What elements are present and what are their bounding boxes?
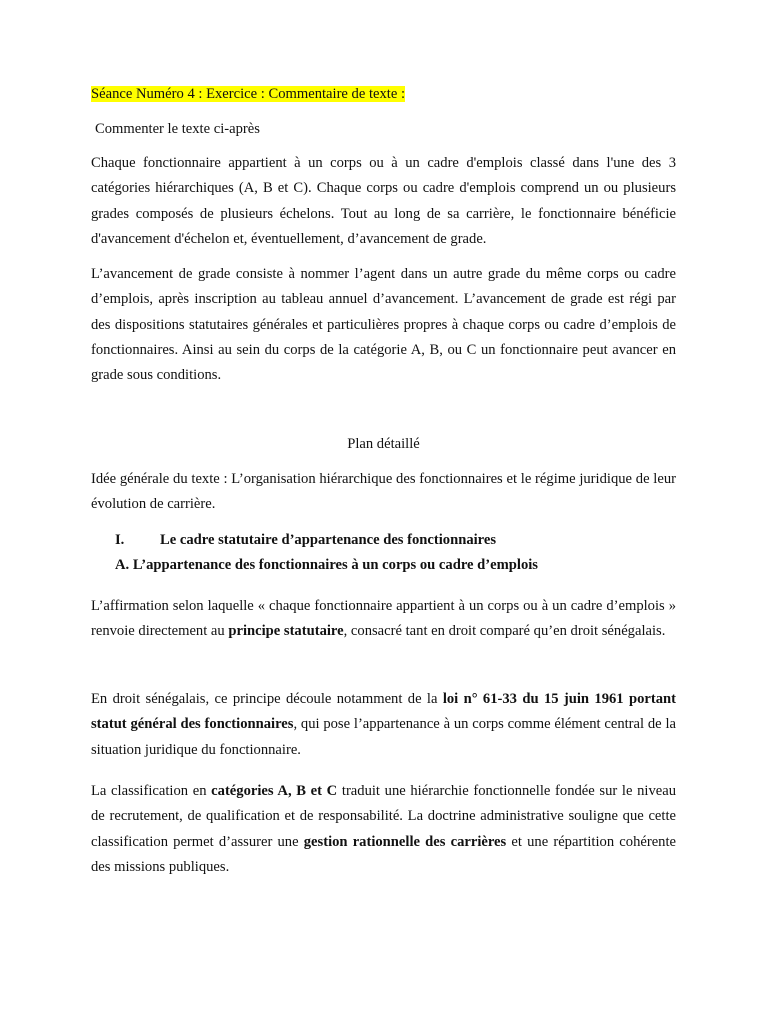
body-paragraph-3	[91, 779, 676, 880]
part-1-title: Le cadre statutaire d’appartenance des fonctionnaires	[160, 532, 497, 548]
body-p2-text-2: , qui pose l’appartenance à un corps comme élément central de la situation juridique du fonctionnaire.	[91, 716, 676, 758]
section-a-heading: A. L’appartenance des fonctionnaires à un corps ou cadre d’emplois	[115, 557, 538, 573]
body-paragraph-1	[91, 594, 676, 645]
text-paragraph-2: L’avancement de grade consiste à nommer l’agent dans un autre grade du même corps ou cadre d’emplois, après inscription au tableau annuel d’avancement. L’avancement de grade est régi par des dispositions statutaires générales et particulières propres à chaque corps ou cadre d’emplois de fonctionnaires. Ainsi au sein du corps de la catégorie A, B, ou C un fonctionnaire peut avancer en grade sous conditions.	[91, 266, 676, 384]
highlighted-session-line: Séance Numéro 4 : Exercice : Commentaire de texte :	[91, 86, 406, 102]
body-p3-bold-2: gestion rationnelle des carrières	[303, 833, 507, 850]
body-p1-text-1: L’affirmation selon laquelle « chaque fonctionnaire appartient à un corps ou à un cadre d’emplois » renvoie directement au	[91, 598, 676, 640]
session-heading	[91, 82, 676, 107]
body-p3-text-2: traduit une hiérarchie fonctionnelle fondée sur le niveau de recrutement, de qualification et de responsabilité. La doctrine administrative souligne que cette classification permet d’assurer une	[91, 783, 677, 850]
general-idea: Idée générale du texte : L’organisation hiérarchique des fonctionnaires et le régime juridique de leur évolution de carrière.	[91, 471, 676, 513]
part-1-heading	[115, 528, 496, 553]
body-p3-text-1: La classification en	[91, 783, 212, 799]
body-p2-bold: loi n° 61-33 du 15 juin 1961 portant statut général des fonctionnaires	[91, 691, 676, 733]
instruction-line: Commenter le texte ci-après	[95, 121, 260, 137]
body-p3-bold-1: catégories A, B et C	[211, 783, 338, 799]
body-p1-bold: principe statutaire	[228, 623, 344, 640]
plan-title: Plan détaillé	[347, 436, 420, 452]
body-p3-text-3: et une répartition cohérente des missions publiques.	[91, 833, 677, 875]
part-1-number: I.	[115, 532, 125, 548]
body-paragraph-2	[91, 687, 676, 763]
body-p1-text-2: , consacré tant en droit comparé qu’en droit sénégalais.	[343, 623, 666, 640]
text-paragraph-1: Chaque fonctionnaire appartient à un corps ou à un cadre d'emplois classé dans l'une des 3 catégories hiérarchiques (A, B et C). Chaque corps ou cadre d'emplois comprend un ou plusieurs grades composés de plusieurs échelons. Tout au long de sa carrière, le fonctionnaire bénéficie d'avancement d'échelon et, éventuellement, d’avancement de grade.	[91, 155, 676, 247]
body-p2-text-1: En droit sénégalais, ce principe découle notamment de la	[91, 691, 443, 707]
